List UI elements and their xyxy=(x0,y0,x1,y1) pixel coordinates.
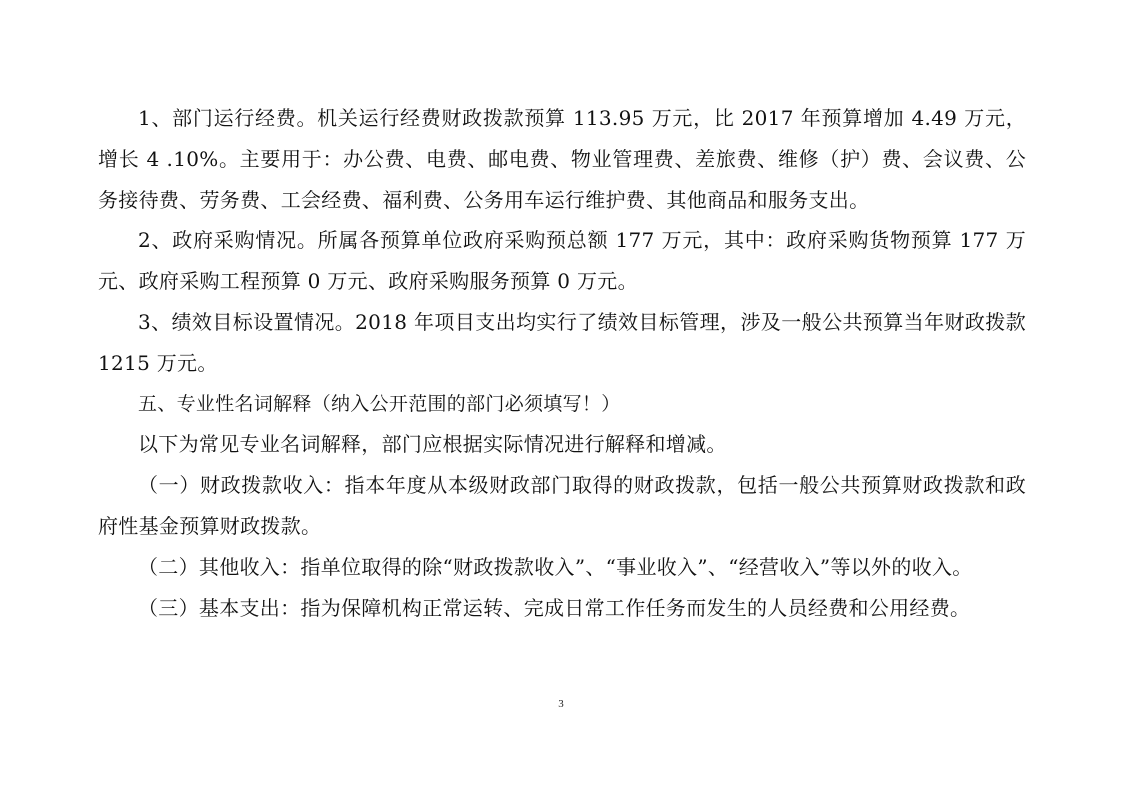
paragraph-government-procurement: 2、政府采购情况。所属各预算单位政府采购预总额 177 万元，其中：政府采购货物预算 177 万元、政府采购工程预算 0 万元、政府采购服务预算 0 万元。 xyxy=(98,228,1026,294)
paragraph-performance-targets: 3、绩效目标设置情况。2018 年项目支出均实行了绩效目标管理，涉及一般公共预算当年财政拨款 1215 万元。 xyxy=(98,309,1026,375)
section-heading-terminology: 五、专业性名词解释（纳入公开范围的部门必须填写！） xyxy=(138,392,621,415)
definition-other-income: （二）其他收入：指单位取得的除“财政拨款收入”、“事业收入”、“经营收入”等以外的收入。 xyxy=(138,554,973,579)
terminology-intro: 以下为常见专业名词解释，部门应根据实际情况进行解释和增减。 xyxy=(138,432,727,457)
paragraph-operating-expenses: 1、部门运行经费。机关运行经费财政拨款预算 113.95 万元，比 2017 年预算增加 4.49 万元，增长 4 .10%。主要用于：办公费、电费、邮电费、物业管理费、差旅费、维修（护）费、会议费、公务接待费、劳务费、工会经费、福利费、公务用车运行维护费、其他商品和服务支出。 xyxy=(98,106,1026,212)
page-body xyxy=(98,98,1026,628)
page-number: 3 xyxy=(558,698,564,710)
definition-fiscal-appropriation-income: （一）财政拨款收入：指本年度从本级财政部门取得的财政拨款，包括一般公共预算财政拨款和政府性基金预算财政拨款。 xyxy=(98,473,1026,538)
definition-basic-expenditure: （三）基本支出：指为保障机构正常运转、完成日常工作任务而发生的人员经费和公用经费。 xyxy=(138,595,971,620)
